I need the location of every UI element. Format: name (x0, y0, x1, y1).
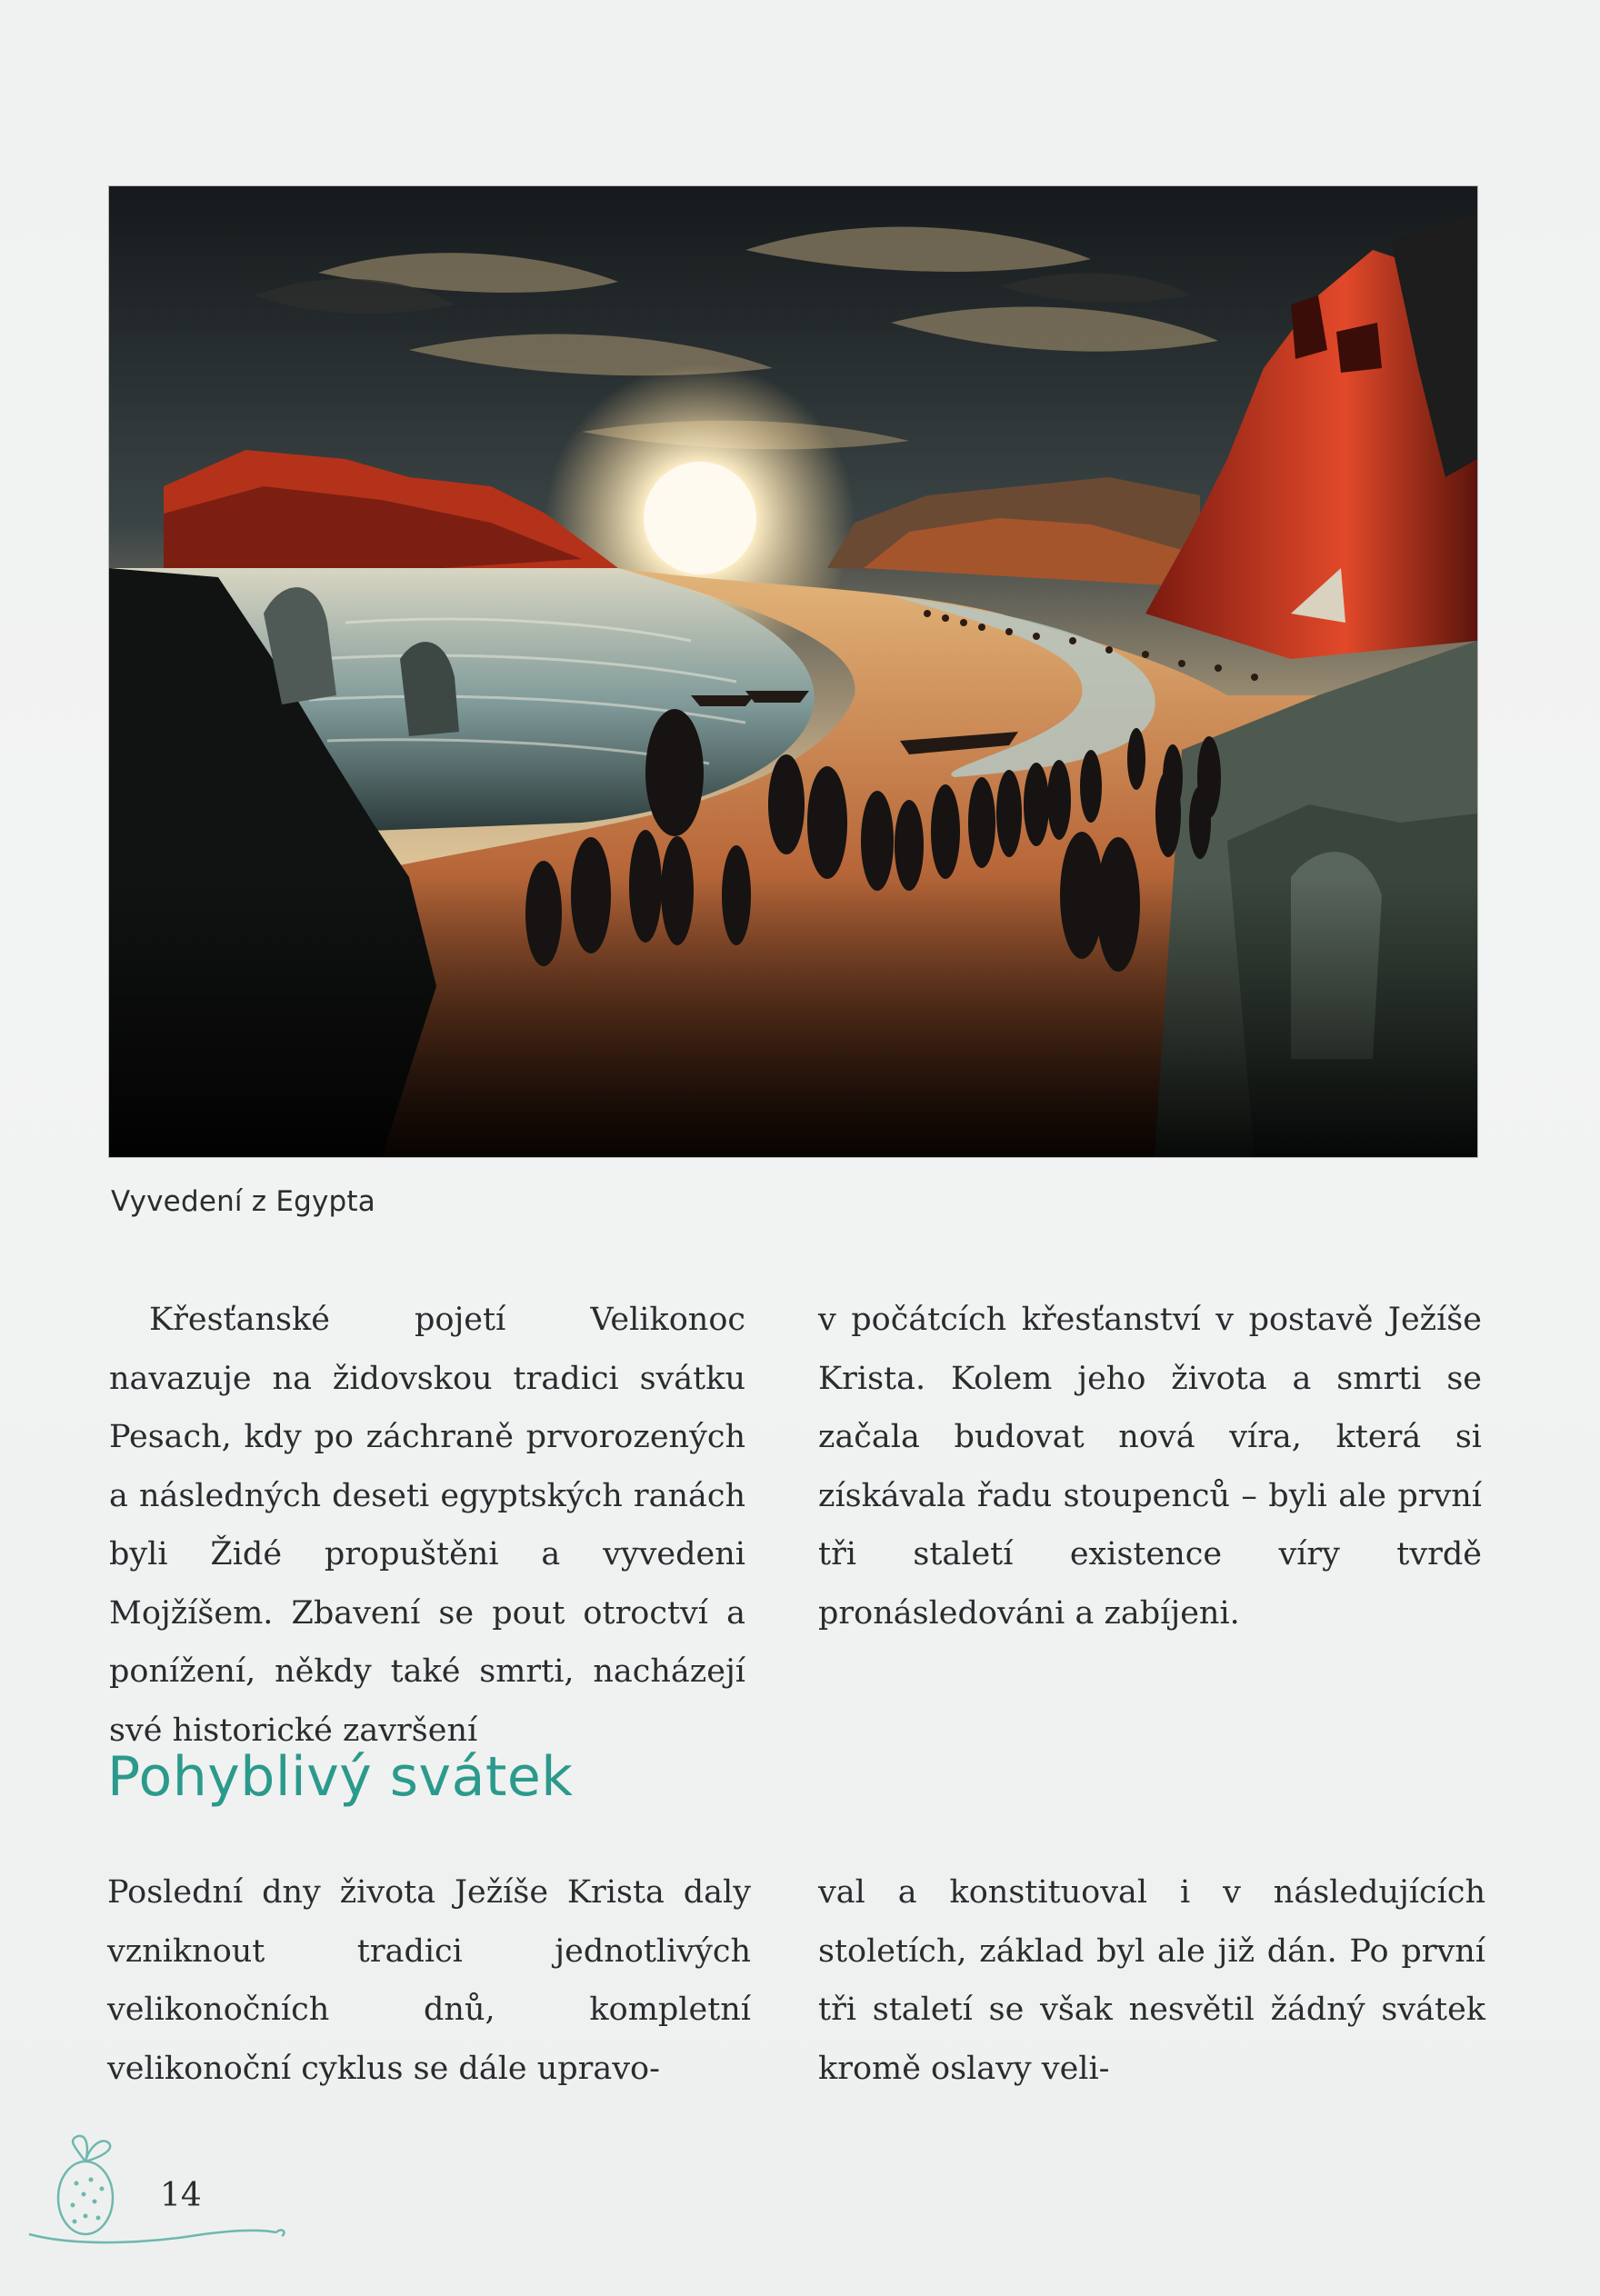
figure-caption: Vyvedení z Egypta (111, 1185, 375, 1218)
paragraph: val a konstituoval i v následujících stoletích, základ byl ale již dán. Po první tři staletí se však nesvětil žádný svátek kromě oslavy veli- (818, 1874, 1485, 2087)
text-column-left-1 (109, 1291, 745, 1760)
text-column-left-2 (107, 1863, 751, 2098)
paragraph: v počátcích křesťanství v postavě Ježíše Krista. Kolem jeho života a smrti se začala budovat nová víra, která si získávala řadu stoupenců – byli ale první tři staletí existence víry tvrdě pronásledováni a zabíjeni. (818, 1302, 1482, 1632)
exodus-painting (109, 186, 1477, 1157)
text-column-right-1 (818, 1291, 1482, 1642)
page-number: 14 (160, 2177, 202, 2214)
paragraph: Křesťanské pojetí Velikonoc navazuje na židovskou tradici svátku Pesach, kdy po záchraně prvorozených a následných deseti egyptských ranách byli Židé propuštěni a vyvedeni Mojžíšem. Zbavení se pout otroctví a ponížení, někdy také smrti, nacházejí své historické završení (109, 1302, 745, 1749)
section-heading: Pohyblivý svátek (107, 1745, 574, 1809)
easter-egg-icon (22, 2127, 295, 2245)
exodus-illustration (109, 186, 1477, 1157)
paragraph: Poslední dny života Ježíše Krista daly vzniknout tradici jednotlivých velikonočních dnů, kompletní velikonoční cyklus se dále upravo- (107, 1874, 751, 2087)
text-column-right-2 (818, 1863, 1485, 2098)
